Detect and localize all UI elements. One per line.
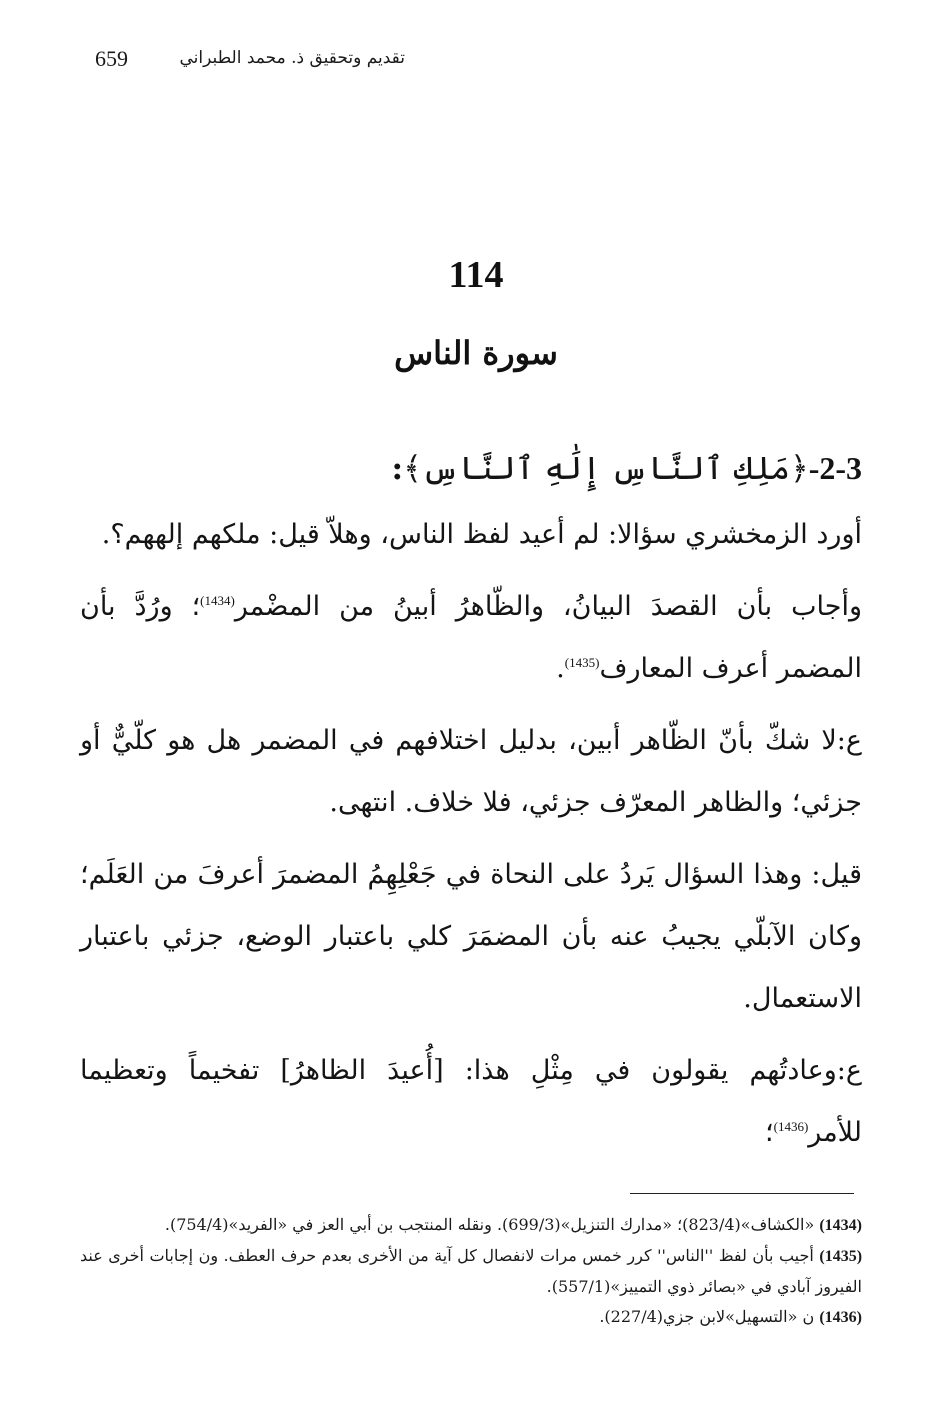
paragraph-text: .: [556, 653, 565, 684]
footnote: [80, 1302, 862, 1333]
footnote-reference[interactable]: (1436): [773, 1119, 809, 1134]
paragraph-text: وأجاب بأن القصدَ البيانُ، والظّاهرُ أبينُ من المضْمر: [234, 591, 863, 622]
footnote-reference[interactable]: (1434): [200, 593, 235, 608]
verse-reference: 2-3-: [808, 450, 862, 486]
verse-heading-colon: :: [391, 449, 404, 487]
paragraph: قيل: وهذا السؤال يَردُ على النحاة في جَعْلِهِمُ المضمرَ أعرفَ من العَلَم؛ وكان الآبلّي يجيبُ عنه بأن المضمَرَ كلي باعتبار الوضع، جزئي باعتبار الاستعمال.: [80, 859, 862, 1014]
paragraph: [80, 576, 862, 700]
running-title: تقديم وتحقيق ذ. محمد الطبراني: [179, 48, 405, 68]
footnote-number: (1435): [819, 1248, 863, 1265]
paragraph-text: ؛: [765, 1117, 774, 1148]
main-text: [80, 440, 862, 1174]
paragraph-text: ؛ ورُدَّ بأن المضمر أعرف المعارف: [80, 591, 862, 684]
footnote-reference[interactable]: (1435): [564, 655, 600, 670]
footnote-number: (1436): [819, 1309, 862, 1326]
footnote-text: «الكشاف»(823/4)؛ «مدارك التنزيل»(699/3). ونقله المنتجب بن أبي العز في «الفريد»(754/4).: [164, 1215, 815, 1234]
paragraph: ع:لا شكّ بأنّ الظّاهر أبين، بدليل اختلافهم في المضمر هل هو كلّيٌّ أو جزئي؛ والظاهر المعرّف جزئي، فلا خلاف. انتهى.: [80, 725, 862, 818]
footnote: [80, 1241, 862, 1302]
surah-number: 114: [448, 254, 504, 296]
surah-title: سورة الناس: [394, 334, 558, 372]
page-number: 659: [95, 46, 128, 71]
footnote: [80, 1210, 862, 1241]
footnotes: [80, 1210, 862, 1333]
footnote-text: ن «التسهيل»لابن جزي(227/4).: [599, 1307, 815, 1326]
paragraph: [80, 1040, 862, 1164]
footnote-number: (1434): [819, 1217, 862, 1234]
verse-heading: [80, 440, 862, 496]
footnote-separator: [630, 1193, 854, 1194]
footnote-text: أجيب بأن لفظ ''الناس'' كرر خمس مرات لانفصال كل آية من الأخرى بعدم حرف العطف. ون إجابات أخرى عند الفيروز آبادي في «بصائر ذوي التمييز»(557/1).: [80, 1246, 862, 1296]
paragraph: أورد الزمخشري سؤالا: لم أعيد لفظ الناس، وهلاّ قيل: ملكهم إلههم؟.: [101, 519, 862, 550]
page-header: [95, 42, 405, 82]
paragraph-text: ع:وعادتُهم يقولون في مِثْلِ هذا: [أُعيدَ الظاهرُ] تفخيماً وتعظيما للأمر: [80, 1055, 862, 1148]
quran-verse-text: ﴿مَلِكِ ٱلنَّاسِ إِلَٰهِ ٱلنَّاسِ﴾: [403, 449, 809, 487]
